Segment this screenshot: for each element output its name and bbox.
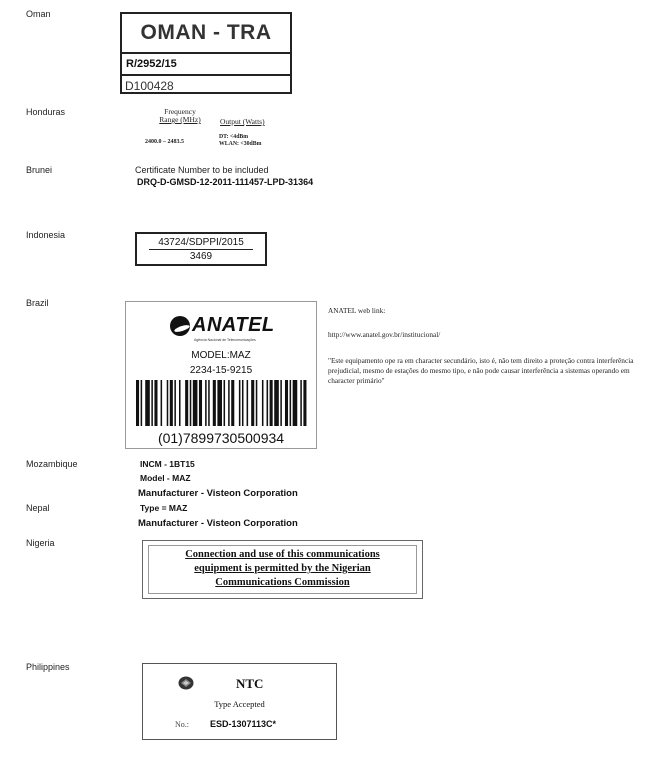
oman-dealer-number: D100428 bbox=[125, 79, 174, 93]
brunei-certificate-number: DRQ-D-GMSD-12-2011-111457-LPD-31364 bbox=[137, 177, 314, 187]
anatel-logo-word: ANATEL bbox=[192, 314, 275, 336]
country-label-brazil: Brazil bbox=[26, 298, 49, 308]
mozambique-incm: INCM - 1BT15 bbox=[140, 459, 195, 469]
honduras-range-value: 2400.0 – 2483.5 bbox=[145, 139, 184, 145]
honduras-frequency-line1: Frequency bbox=[164, 107, 196, 116]
ntc-seal-icon bbox=[178, 676, 194, 690]
anatel-weblink-label: ANATEL web link: bbox=[328, 306, 386, 315]
anatel-number: 2234-15-9215 bbox=[189, 365, 253, 376]
nigeria-label bbox=[142, 540, 423, 599]
indonesia-certificate: 43724/SDPPI/2015 bbox=[149, 237, 253, 250]
country-label-indonesia: Indonesia bbox=[26, 230, 66, 240]
country-label-mozambique: Mozambique bbox=[26, 459, 78, 469]
oman-title: OMAN - TRA bbox=[122, 14, 290, 54]
honduras-wlan-value: WLAN: <30dBm bbox=[219, 141, 262, 147]
honduras-label bbox=[143, 108, 303, 152]
anatel-logo-icon bbox=[170, 316, 190, 336]
anatel-logo bbox=[168, 314, 278, 342]
country-label-nepal: Nepal bbox=[26, 503, 50, 513]
nepal-type: Type = MAZ bbox=[140, 503, 188, 513]
oman-label bbox=[120, 12, 292, 94]
country-label-honduras: Honduras bbox=[26, 107, 66, 117]
honduras-dt-value: DT: <4dBm bbox=[219, 134, 249, 140]
anatel-barcode-text: (01)7899730500934 bbox=[157, 430, 285, 446]
ntc-number: ESD-1307113C* bbox=[210, 719, 277, 729]
country-label-nigeria: Nigeria bbox=[26, 538, 55, 548]
country-label-oman: Oman bbox=[26, 9, 51, 19]
nigeria-line2: equipment is permitted by the Nigerian bbox=[194, 563, 371, 574]
ntc-label bbox=[142, 663, 337, 740]
anatel-model: MODEL:MAZ bbox=[191, 350, 251, 361]
indonesia-pleg: 3469 bbox=[189, 251, 213, 262]
nigeria-line3: Communications Commission bbox=[215, 577, 350, 588]
anatel-weblink-url[interactable]: http://www.anatel.gov.br/institucional/ bbox=[328, 330, 441, 339]
nigeria-line1: Connection and use of this communications bbox=[185, 549, 380, 560]
anatel-notice: "Este equipamento ope ra em character secundário, isto é, não tem direito a proteção contra interferência prejudicial, mesmo de estações do mesmo tipo, e não pode causar interferência a sistemas operando em character primário" bbox=[328, 356, 634, 385]
ntc-title: NTC bbox=[236, 676, 264, 691]
honduras-output-header: Output (Watts) bbox=[220, 117, 265, 126]
honduras-output-values bbox=[219, 134, 261, 148]
mozambique-model: Model - MAZ bbox=[140, 473, 191, 483]
nigeria-inner-border bbox=[148, 545, 417, 594]
brunei-line1: Certificate Number to be included bbox=[135, 165, 269, 175]
indonesia-label bbox=[135, 232, 267, 266]
ntc-no-label: No.: bbox=[175, 720, 189, 729]
honduras-frequency-line2: Range (MHz) bbox=[159, 115, 201, 124]
mozambique-manufacturer: Manufacturer - Visteon Corporation bbox=[138, 488, 298, 499]
barcode-icon bbox=[136, 380, 308, 426]
nepal-manufacturer: Manufacturer - Visteon Corporation bbox=[138, 518, 298, 529]
country-label-brunei: Brunei bbox=[26, 165, 53, 175]
anatel-label bbox=[125, 301, 317, 449]
oman-registration: R/2952/15 bbox=[122, 54, 290, 76]
anatel-logo-subtitle: Agência Nacional de Telecomunicações bbox=[194, 338, 256, 342]
ntc-type-accepted: Type Accepted bbox=[214, 699, 265, 709]
honduras-frequency-header bbox=[149, 108, 211, 124]
country-label-philippines: Philippines bbox=[26, 662, 70, 672]
